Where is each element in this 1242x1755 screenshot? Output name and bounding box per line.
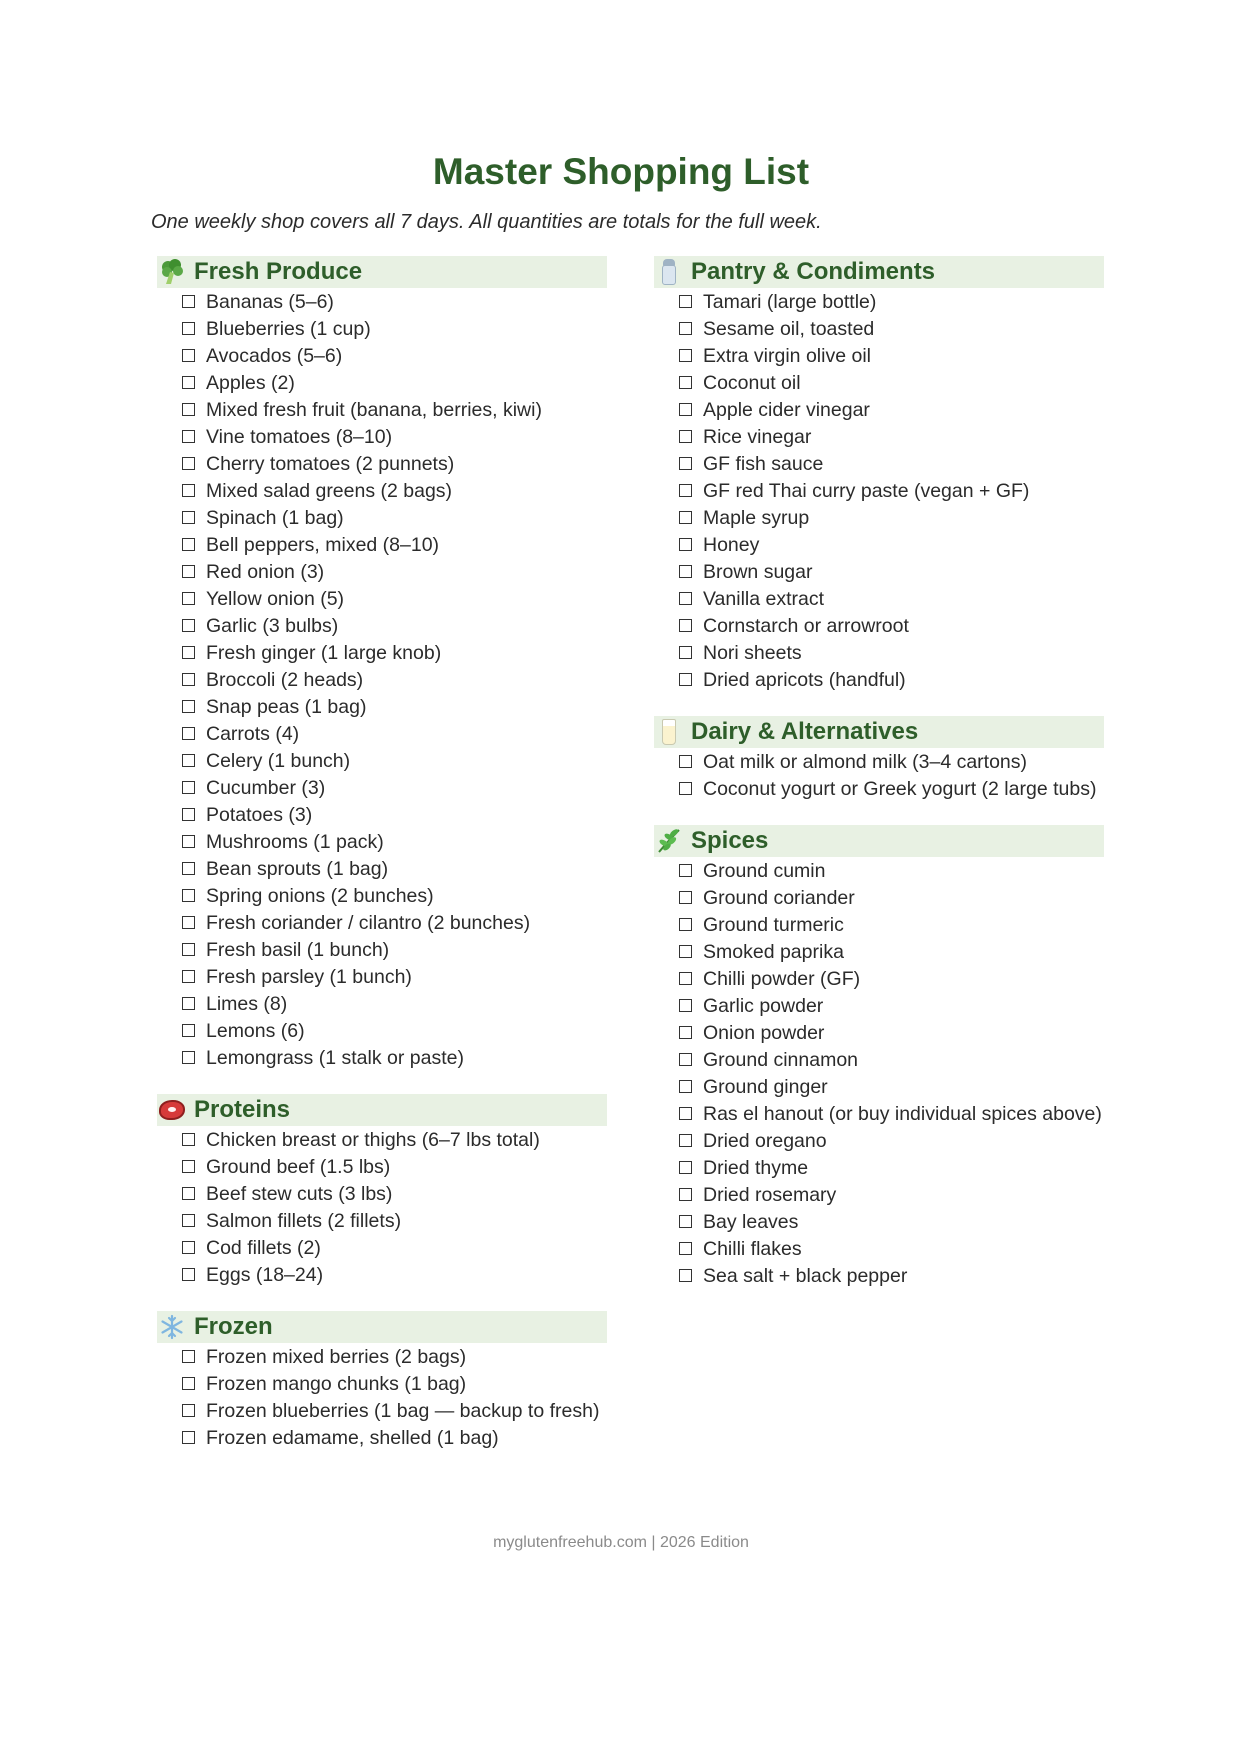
item-label: Oat milk or almond milk (3–4 cartons) xyxy=(703,751,1028,773)
item-label: Garlic (3 bulbs) xyxy=(206,615,339,637)
list-item xyxy=(679,967,1104,991)
list-item xyxy=(679,668,1104,692)
list-item xyxy=(182,317,607,341)
list-item xyxy=(182,992,607,1016)
list-item xyxy=(182,1426,607,1450)
item-label: Beef stew cuts (3 lbs) xyxy=(206,1183,393,1205)
checkbox[interactable] xyxy=(679,376,692,389)
item-list xyxy=(654,859,1104,1288)
item-label: Avocados (5–6) xyxy=(206,345,343,367)
page-footer: myglutenfreehub.com | 2026 Edition xyxy=(493,1534,749,1551)
list-item xyxy=(182,560,607,584)
checkbox[interactable] xyxy=(679,403,692,416)
checkbox[interactable] xyxy=(182,349,195,362)
item-label: Dried rosemary xyxy=(703,1184,837,1206)
item-label: Broccoli (2 heads) xyxy=(206,669,364,691)
item-label: Extra virgin olive oil xyxy=(703,345,871,367)
item-label: Eggs (18–24) xyxy=(206,1264,324,1286)
list-item xyxy=(679,587,1104,611)
checkbox[interactable] xyxy=(182,592,195,605)
section-title: Fresh Produce xyxy=(194,258,363,285)
section-title: Frozen xyxy=(194,1313,273,1340)
checkbox[interactable] xyxy=(182,916,195,929)
list-item xyxy=(182,371,607,395)
checkbox[interactable] xyxy=(182,1268,195,1281)
list-item xyxy=(679,940,1104,964)
section-title: Spices xyxy=(691,827,769,854)
checkbox[interactable] xyxy=(182,1431,195,1444)
item-label: Cucumber (3) xyxy=(206,777,326,799)
list-item xyxy=(679,886,1104,910)
checkbox[interactable] xyxy=(182,1214,195,1227)
item-label: GF red Thai curry paste (vegan + GF) xyxy=(703,480,1030,502)
list-item xyxy=(182,290,607,314)
item-label: Maple syrup xyxy=(703,507,810,529)
list-item xyxy=(679,344,1104,368)
checkbox[interactable] xyxy=(182,376,195,389)
checkbox[interactable] xyxy=(679,1161,692,1174)
checkbox[interactable] xyxy=(182,700,195,713)
list-item xyxy=(182,1236,607,1260)
item-label: Ground beef (1.5 lbs) xyxy=(206,1156,391,1178)
checkbox[interactable] xyxy=(679,1242,692,1255)
item-list xyxy=(157,290,607,1070)
checkbox[interactable] xyxy=(679,349,692,362)
item-label: Dried oregano xyxy=(703,1130,827,1152)
page-title: Master Shopping List xyxy=(432,151,810,192)
item-label: Fresh basil (1 bunch) xyxy=(206,939,390,961)
salt-shaker-icon xyxy=(654,257,684,287)
list-item xyxy=(679,614,1104,638)
list-item xyxy=(679,398,1104,422)
item-label: Chilli flakes xyxy=(703,1238,802,1260)
item-label: Frozen mango chunks (1 bag) xyxy=(206,1373,467,1395)
item-label: Ground ginger xyxy=(703,1076,828,1098)
item-label: Bay leaves xyxy=(703,1211,799,1233)
item-label: Lemons (6) xyxy=(206,1020,305,1042)
item-label: Cod fillets (2) xyxy=(206,1237,321,1259)
list-item xyxy=(679,1021,1104,1045)
broccoli-icon xyxy=(157,257,187,287)
list-item xyxy=(679,1156,1104,1180)
checkbox[interactable] xyxy=(182,943,195,956)
list-item xyxy=(182,1019,607,1043)
checkbox[interactable] xyxy=(679,1134,692,1147)
item-list xyxy=(157,1345,607,1450)
item-label: Snap peas (1 bag) xyxy=(206,696,367,718)
checkbox[interactable] xyxy=(679,999,692,1012)
checkbox[interactable] xyxy=(679,322,692,335)
milk-glass-icon xyxy=(654,717,684,747)
list-item xyxy=(182,344,607,368)
item-label: Sea salt + black pepper xyxy=(703,1265,908,1287)
list-item xyxy=(182,668,607,692)
list-item xyxy=(679,641,1104,665)
section-title: Proteins xyxy=(194,1096,291,1123)
list-item xyxy=(679,452,1104,476)
checkbox[interactable] xyxy=(182,781,195,794)
section-dairy-and-alternatives xyxy=(654,716,1104,801)
list-item xyxy=(182,749,607,773)
item-label: Ground coriander xyxy=(703,887,855,909)
section-title: Dairy & Alternatives xyxy=(691,718,919,745)
checkbox[interactable] xyxy=(679,673,692,686)
checkbox[interactable] xyxy=(679,1026,692,1039)
list-item xyxy=(182,695,607,719)
checkbox[interactable] xyxy=(679,755,692,768)
item-label: Frozen mixed berries (2 bags) xyxy=(206,1346,467,1368)
item-label: Coconut oil xyxy=(703,372,801,394)
list-item xyxy=(182,1209,607,1233)
section-proteins xyxy=(157,1094,607,1287)
list-item xyxy=(679,1237,1104,1261)
list-item xyxy=(182,1046,607,1070)
section-pantry-and-condiments xyxy=(654,256,1104,692)
checkbox[interactable] xyxy=(182,970,195,983)
checkbox[interactable] xyxy=(182,538,195,551)
checkbox[interactable] xyxy=(679,891,692,904)
item-label: Vine tomatoes (8–10) xyxy=(206,426,393,448)
item-label: Blueberries (1 cup) xyxy=(206,318,371,340)
checkbox[interactable] xyxy=(182,1024,195,1037)
item-label: Mixed fresh fruit (banana, berries, kiwi) xyxy=(206,399,542,421)
checkbox[interactable] xyxy=(182,727,195,740)
item-label: Cherry tomatoes (2 punnets) xyxy=(206,453,455,475)
list-item xyxy=(679,750,1104,774)
item-label: Rice vinegar xyxy=(703,426,812,448)
item-label: Yellow onion (5) xyxy=(206,588,345,610)
checkbox[interactable] xyxy=(182,484,195,497)
item-label: Bean sprouts (1 bag) xyxy=(206,858,389,880)
list-item xyxy=(182,587,607,611)
list-item xyxy=(679,1210,1104,1234)
checkbox[interactable] xyxy=(679,484,692,497)
list-item xyxy=(679,1129,1104,1153)
list-item xyxy=(679,317,1104,341)
item-label: Fresh ginger (1 large knob) xyxy=(206,642,442,664)
item-label: Dried apricots (handful) xyxy=(703,669,906,691)
list-item xyxy=(679,506,1104,530)
list-item xyxy=(679,859,1104,883)
list-item xyxy=(679,994,1104,1018)
item-label: Potatoes (3) xyxy=(206,804,313,826)
section-header xyxy=(157,1311,607,1343)
item-label: Ras el hanout (or buy individual spices above) xyxy=(703,1103,1102,1125)
checkbox[interactable] xyxy=(679,1269,692,1282)
checkbox[interactable] xyxy=(679,972,692,985)
item-list xyxy=(654,290,1104,692)
list-item xyxy=(182,614,607,638)
checkbox[interactable] xyxy=(182,673,195,686)
checkbox[interactable] xyxy=(182,1051,195,1064)
snowflake-icon xyxy=(157,1312,187,1342)
checkbox[interactable] xyxy=(182,619,195,632)
list-item xyxy=(679,560,1104,584)
checkbox[interactable] xyxy=(182,1241,195,1254)
checkbox[interactable] xyxy=(679,1188,692,1201)
item-label: Frozen edamame, shelled (1 bag) xyxy=(206,1427,499,1449)
checkbox[interactable] xyxy=(182,808,195,821)
checkbox[interactable] xyxy=(182,565,195,578)
list-item xyxy=(182,506,607,530)
item-label: Chicken breast or thighs (6–7 lbs total) xyxy=(206,1129,540,1151)
checkbox[interactable] xyxy=(182,322,195,335)
list-item xyxy=(182,425,607,449)
item-label: Salmon fillets (2 fillets) xyxy=(206,1210,402,1232)
list-item xyxy=(679,913,1104,937)
item-label: Smoked paprika xyxy=(703,941,844,963)
item-label: Chilli powder (GF) xyxy=(703,968,861,990)
item-label: Lemongrass (1 stalk or paste) xyxy=(206,1047,464,1069)
checkbox[interactable] xyxy=(182,835,195,848)
item-label: Honey xyxy=(703,534,760,556)
item-label: Coconut yogurt or Greek yogurt (2 large tubs) xyxy=(703,778,1097,800)
item-label: Apples (2) xyxy=(206,372,295,394)
checkbox[interactable] xyxy=(182,862,195,875)
checkbox[interactable] xyxy=(182,997,195,1010)
checkbox[interactable] xyxy=(679,1107,692,1120)
item-label: Celery (1 bunch) xyxy=(206,750,351,772)
checkbox[interactable] xyxy=(182,889,195,902)
item-label: Spring onions (2 bunches) xyxy=(206,885,434,907)
checkbox[interactable] xyxy=(679,864,692,877)
item-label: Vanilla extract xyxy=(703,588,825,610)
section-header xyxy=(157,1094,607,1126)
item-label: Nori sheets xyxy=(703,642,802,664)
item-label: Apple cider vinegar xyxy=(703,399,870,421)
list-item xyxy=(182,803,607,827)
checkbox[interactable] xyxy=(679,511,692,524)
list-item xyxy=(182,1155,607,1179)
list-item xyxy=(679,1102,1104,1126)
section-spices xyxy=(654,825,1104,1288)
item-label: Dried thyme xyxy=(703,1157,809,1179)
list-item xyxy=(182,776,607,800)
list-item xyxy=(182,1263,607,1287)
checkbox[interactable] xyxy=(679,538,692,551)
section-header xyxy=(654,256,1104,288)
item-label: Mixed salad greens (2 bags) xyxy=(206,480,453,502)
list-item xyxy=(679,1183,1104,1207)
item-label: Cornstarch or arrowroot xyxy=(703,615,909,637)
item-label: Garlic powder xyxy=(703,995,824,1017)
checkbox[interactable] xyxy=(679,295,692,308)
list-item xyxy=(182,1345,607,1369)
list-item xyxy=(182,1372,607,1396)
list-item xyxy=(679,1264,1104,1288)
right-column xyxy=(654,256,1104,1312)
checkbox[interactable] xyxy=(679,457,692,470)
item-label: Spinach (1 bag) xyxy=(206,507,344,529)
steak-icon xyxy=(157,1095,187,1125)
item-label: Fresh parsley (1 bunch) xyxy=(206,966,412,988)
checkbox[interactable] xyxy=(182,754,195,767)
section-title: Pantry & Condiments xyxy=(691,258,936,285)
item-label: Fresh coriander / cilantro (2 bunches) xyxy=(206,912,531,934)
list-item xyxy=(679,777,1104,801)
checkbox[interactable] xyxy=(679,592,692,605)
list-item xyxy=(182,830,607,854)
checkbox[interactable] xyxy=(182,1187,195,1200)
section-header xyxy=(654,716,1104,748)
item-label: Tamari (large bottle) xyxy=(703,291,877,313)
checkbox[interactable] xyxy=(679,782,692,795)
item-label: Limes (8) xyxy=(206,993,288,1015)
list-item xyxy=(182,1182,607,1206)
checkbox[interactable] xyxy=(182,1377,195,1390)
list-item xyxy=(182,965,607,989)
checkbox[interactable] xyxy=(679,1080,692,1093)
section-frozen xyxy=(157,1311,607,1450)
list-item xyxy=(182,938,607,962)
item-label: Onion powder xyxy=(703,1022,825,1044)
checkbox[interactable] xyxy=(182,511,195,524)
item-label: Ground turmeric xyxy=(703,914,844,936)
checkbox[interactable] xyxy=(182,1404,195,1417)
list-item xyxy=(679,479,1104,503)
list-item xyxy=(679,371,1104,395)
checkbox[interactable] xyxy=(679,945,692,958)
item-list xyxy=(654,750,1104,801)
item-label: GF fish sauce xyxy=(703,453,824,475)
item-label: Ground cumin xyxy=(703,860,826,882)
section-header xyxy=(157,256,607,288)
checkbox[interactable] xyxy=(182,1160,195,1173)
list-item xyxy=(182,479,607,503)
item-label: Mushrooms (1 pack) xyxy=(206,831,384,853)
item-label: Carrots (4) xyxy=(206,723,300,745)
list-item xyxy=(679,1075,1104,1099)
list-item xyxy=(182,884,607,908)
list-item xyxy=(182,641,607,665)
checkbox[interactable] xyxy=(679,1053,692,1066)
section-header xyxy=(654,825,1104,857)
list-item xyxy=(182,911,607,935)
checkbox[interactable] xyxy=(182,403,195,416)
item-label: Bell peppers, mixed (8–10) xyxy=(206,534,440,556)
item-label: Ground cinnamon xyxy=(703,1049,859,1071)
list-item xyxy=(182,398,607,422)
checkbox[interactable] xyxy=(182,457,195,470)
list-item xyxy=(182,452,607,476)
item-label: Sesame oil, toasted xyxy=(703,318,875,340)
checkbox[interactable] xyxy=(679,619,692,632)
checkbox[interactable] xyxy=(679,430,692,443)
list-item xyxy=(679,533,1104,557)
item-label: Frozen blueberries (1 bag — backup to fresh) xyxy=(206,1400,600,1422)
page-subtitle: One weekly shop covers all 7 days. All quantities are totals for the full week. xyxy=(151,211,822,233)
left-column xyxy=(157,256,607,1474)
list-item xyxy=(182,722,607,746)
checkbox[interactable] xyxy=(182,295,195,308)
checkbox[interactable] xyxy=(679,918,692,931)
item-label: Brown sugar xyxy=(703,561,813,583)
checkbox[interactable] xyxy=(182,430,195,443)
checkbox[interactable] xyxy=(182,646,195,659)
checkbox[interactable] xyxy=(679,1215,692,1228)
list-item xyxy=(182,1128,607,1152)
section-fresh-produce xyxy=(157,256,607,1070)
list-item xyxy=(182,1399,607,1423)
list-item xyxy=(182,533,607,557)
list-item xyxy=(679,425,1104,449)
checkbox[interactable] xyxy=(679,646,692,659)
checkbox[interactable] xyxy=(182,1133,195,1146)
list-item xyxy=(679,1048,1104,1072)
item-list xyxy=(157,1128,607,1287)
herb-icon xyxy=(654,826,684,856)
list-item xyxy=(182,857,607,881)
item-label: Red onion (3) xyxy=(206,561,325,583)
checkbox[interactable] xyxy=(182,1350,195,1363)
checkbox[interactable] xyxy=(679,565,692,578)
item-label: Bananas (5–6) xyxy=(206,291,334,313)
list-item xyxy=(679,290,1104,314)
